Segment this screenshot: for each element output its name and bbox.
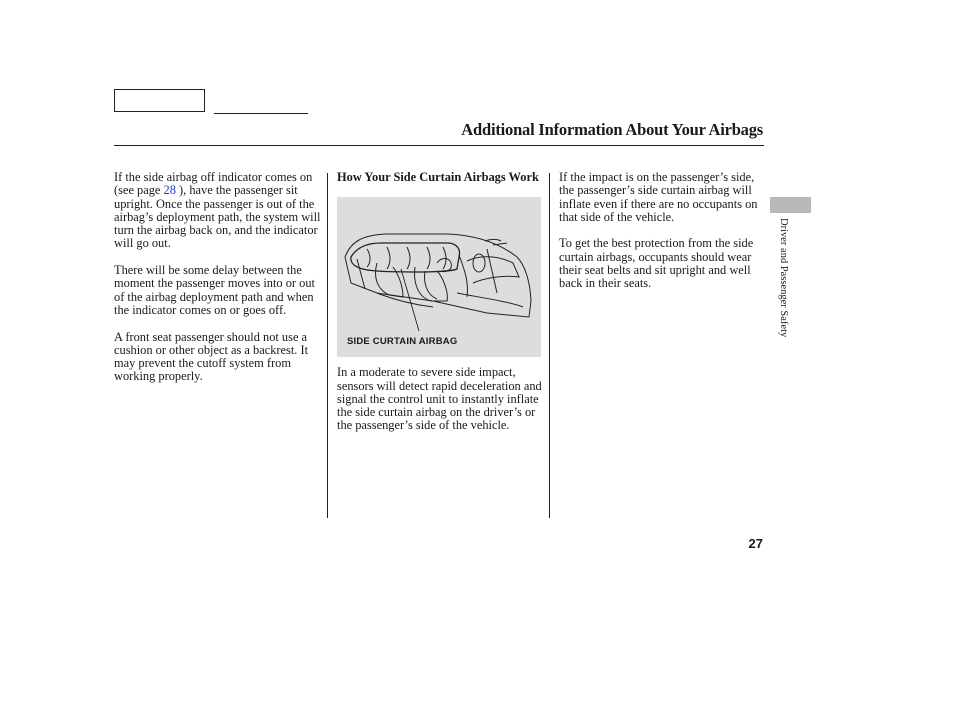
text-span: If the side airbag off indicator comes on (see page — [114, 170, 313, 198]
side-curtain-airbag-figure — [337, 197, 541, 357]
paragraph: A front seat passenger should not use a cushion or other object as a backrest. It may prevent the cutoff system from working properly. — [114, 329, 309, 384]
section-tab[interactable] — [770, 197, 811, 213]
paragraph: There will be some delay between the moment the passenger moves into or out of the airbag deployment path and when the indicator comes on or goes off. — [114, 263, 315, 317]
paragraph — [114, 171, 322, 251]
text-span: ), have the passenger sit upright. Once the passenger is out of the airbag’s deployment path, the system will turn the airbag back on, and the indicator will go out. — [114, 183, 321, 251]
nav-underline-link[interactable] — [214, 113, 308, 114]
paragraph: If the impact is on the passenger’s side, the passenger’s side curtain airbag will inflate even if there are no occupants on that side of the vehicle. — [559, 170, 758, 224]
section-label: Driver and Passenger Safety — [778, 218, 789, 338]
paragraph: In a moderate to severe side impact, sensors will detect rapid deceleration and signal the control unit to instantly inflate the side curtain airbag on the driver’s or the passenger’s side of the vehicle. — [337, 365, 542, 433]
column-divider — [549, 173, 550, 518]
page-reference-link[interactable]: 28 — [163, 183, 176, 198]
title-rule — [114, 145, 764, 146]
paragraph: To get the best protection from the side curtain airbags, occupants should wear their seat belts and sit upright and well back in their seats. — [559, 236, 754, 291]
nav-button-box[interactable] — [114, 89, 205, 112]
text-column-middle — [337, 171, 543, 446]
page-title: Additional Information About Your Airbags — [461, 120, 763, 139]
page-number: 27 — [748, 536, 763, 551]
car-interior-illustration — [337, 197, 541, 357]
figure-caption: SIDE CURTAIN AIRBAG — [347, 336, 458, 348]
text-column-left — [114, 171, 322, 397]
text-column-right — [559, 171, 764, 304]
column-divider — [327, 173, 328, 518]
section-heading: How Your Side Curtain Airbags Work — [337, 170, 539, 184]
